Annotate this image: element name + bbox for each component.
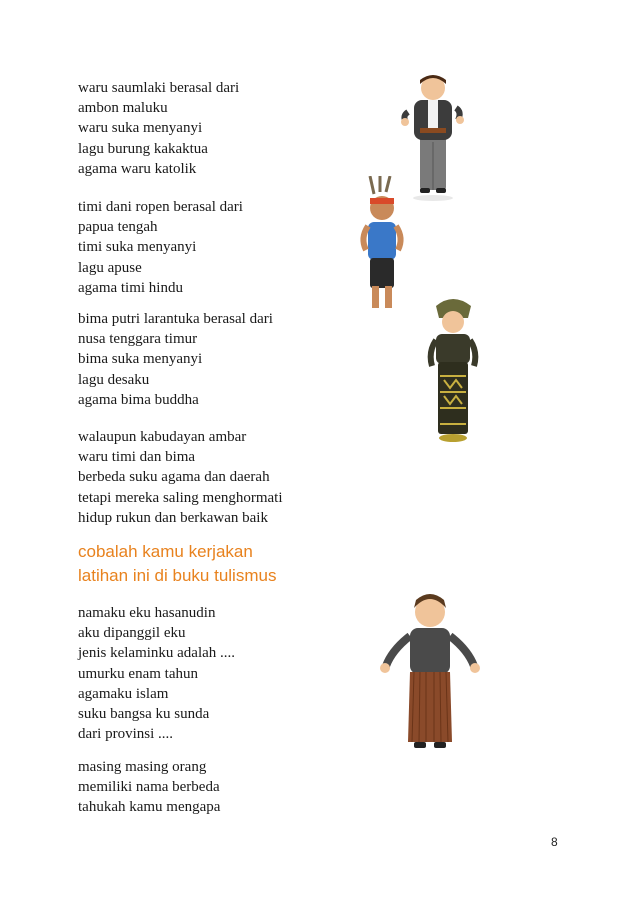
stanza-masing [78, 757, 220, 818]
verse-line: nusa tenggara timur [78, 331, 198, 348]
verse-line: waru saumlaki berasal dari [78, 80, 240, 96]
verse-line: lagu burung kakaktua [78, 140, 208, 157]
verse-line: waru timi dan bima [78, 449, 196, 466]
verse-line: bima putri larantuka berasal dari [78, 311, 273, 327]
verse-line: jenis kelaminku adalah .... [78, 645, 236, 662]
papua-boy-icon [352, 176, 412, 316]
stanza-bima [78, 309, 273, 410]
verse-line: walaupun kabudayan ambar [78, 429, 247, 445]
verse-line: waru suka menyanyi [78, 120, 203, 137]
ntt-girl-icon [426, 296, 481, 446]
instruction-line: cobalah kamu kerjakan [78, 542, 253, 561]
verse-line: berbeda suku agama dan daerah [78, 469, 270, 486]
sunda-boy-icon [380, 592, 480, 757]
verse-line: masing masing orang [78, 759, 207, 775]
verse-line: umurku enam tahun [78, 665, 198, 682]
stanza-timi [78, 197, 243, 298]
stanza-eku [78, 603, 235, 744]
instruction-heading [78, 540, 276, 588]
verse-line: papua tengah [78, 219, 158, 236]
verse-line: lagu desaku [78, 371, 150, 388]
page-number: 8 [551, 835, 558, 849]
verse-line: timi dani ropen berasal dari [78, 199, 243, 215]
stanza-waru [78, 78, 239, 179]
verse-line: aku dipanggil eku [78, 625, 186, 642]
verse-line: memiliki nama berbeda [78, 779, 220, 796]
verse-line: timi suka menyanyi [78, 239, 197, 256]
verse-line: namaku eku hasanudin [78, 605, 216, 621]
verse-line: agama timi hindu [78, 279, 183, 296]
verse-line: agama waru katolik [78, 160, 197, 177]
instruction-line: latihan ini di buku tulismus [78, 566, 277, 585]
verse-line: hidup rukun dan berkawan baik [78, 509, 268, 526]
verse-line: suku bangsa ku sunda [78, 706, 210, 723]
verse-line: ambon maluku [78, 100, 168, 117]
stanza-walaupun [78, 427, 283, 528]
verse-line: lagu apuse [78, 259, 142, 276]
verse-line: agama bima buddha [78, 391, 199, 408]
verse-line: tahukah kamu mengapa [78, 799, 221, 816]
verse-line: agamaku islam [78, 685, 169, 702]
verse-line: dari provinsi .... [78, 726, 173, 743]
verse-line: tetapi mereka saling menghormati [78, 489, 283, 506]
verse-line: bima suka menyanyi [78, 351, 203, 368]
